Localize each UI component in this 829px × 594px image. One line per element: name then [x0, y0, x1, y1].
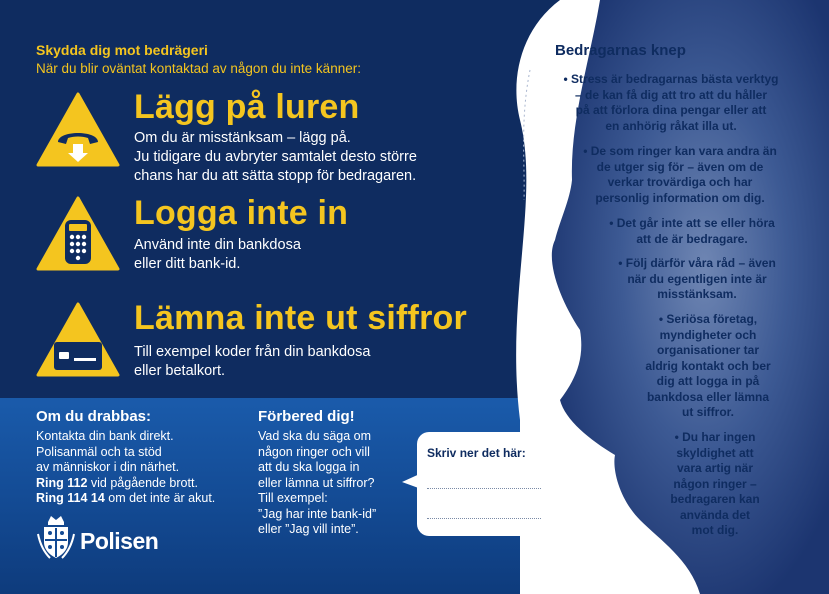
tips-title: Bedragarnas knep	[555, 42, 686, 59]
tip-line: • Följ därför våra råd – även	[618, 256, 776, 270]
header-title: Skydda dig mot bedrägeri	[36, 42, 208, 58]
tip-line: använda det	[679, 507, 751, 522]
tip-line: • Du har ingen	[674, 430, 756, 444]
tip-line: misstänksam.	[657, 287, 737, 301]
tip-line: skyldighet att	[676, 445, 754, 460]
ring-11414-text: om det inte är akut.	[104, 491, 216, 505]
write-down-label: Skriv ner det här:	[427, 446, 526, 460]
prepare-heading: Förbered dig!	[258, 408, 355, 425]
tip-line: någon ringer –	[673, 476, 757, 491]
tip-item	[548, 72, 794, 134]
prepare-line: Vad ska du säga om	[258, 429, 372, 443]
tip-line: aldrig kontakt och ber	[645, 358, 771, 373]
tip-line: mot dig.	[691, 523, 739, 537]
tip-item	[650, 430, 780, 539]
prepare-line: Till exempel:	[258, 491, 328, 505]
tip-line: bankdosa eller lämna	[646, 389, 770, 404]
tip-line: • Det går inte att se eller höra	[609, 216, 775, 230]
section-line: Ju tidigare du avbryter samtalet desto större	[134, 149, 417, 165]
tip-item	[618, 312, 798, 421]
tip-line: organisationer tar	[656, 343, 760, 357]
ring-11414-line	[36, 491, 215, 507]
ring-112-line	[36, 476, 215, 492]
prepare-line: någon ringer och vill	[258, 444, 370, 459]
tip-line: personlig information om dig.	[595, 190, 765, 205]
tip-line: en anhörig råkat illa ut.	[605, 118, 737, 133]
section-line: Använd inte din bankdosa	[134, 237, 301, 253]
prepare-line: att du ska logga in	[258, 460, 360, 474]
tip-line: – de kan få dig att tro att du håller	[574, 87, 768, 102]
ring-112-number: Ring 112	[36, 475, 88, 490]
section-line: eller betalkort.	[134, 363, 226, 379]
police-logo-text: Polisen	[80, 528, 159, 554]
tip-line: • Stress är bedragarnas bästa verktyg	[563, 72, 779, 86]
affected-line: av människor i din närhet.	[36, 460, 180, 474]
tip-line: när du egentligen inte är	[627, 271, 767, 286]
tip-line: de utger sig för – även om de	[596, 159, 764, 174]
tip-line: dig att logga in på	[656, 374, 760, 388]
section-title-hangup: Lägg på luren	[134, 88, 360, 126]
section-body-hangup	[134, 129, 417, 186]
tip-line: på att förlora dina pengar eller att	[575, 103, 767, 117]
tip-line: • De som ringer kan vara andra än	[583, 144, 777, 158]
bank-token-icon	[36, 196, 120, 272]
bank-card-icon	[36, 302, 120, 378]
section-title-digits: Lämna inte ut siffror	[134, 299, 467, 337]
write-down-box[interactable]	[417, 432, 551, 536]
police-crest-icon	[36, 514, 76, 560]
tip-line: ut siffror.	[681, 405, 734, 419]
tip-item	[566, 144, 794, 206]
section-line: Till exempel koder från din bankdosa	[134, 344, 371, 360]
prepare-line: ”Jag har inte bank-id”	[258, 506, 377, 521]
write-line[interactable]	[427, 488, 541, 489]
ring-11414-number: Ring 114 14	[36, 491, 105, 505]
prepare-body	[258, 429, 376, 538]
affected-heading: Om du drabbas:	[36, 408, 152, 425]
section-line: Om du är misstänksam – lägg på.	[134, 130, 351, 146]
section-line: eller ditt bank-id.	[134, 256, 241, 272]
tip-item	[600, 256, 794, 303]
phone-hangup-icon	[36, 92, 120, 168]
section-body-digits	[134, 343, 370, 381]
write-line[interactable]	[427, 518, 541, 519]
affected-line: Kontakta din bank direkt.	[36, 429, 174, 443]
affected-line: Polisanmäl och ta stöd	[36, 444, 162, 459]
tip-line: myndigheter och	[659, 327, 757, 342]
tip-line: bedragaren kan	[670, 492, 760, 506]
section-title-login: Logga inte in	[134, 194, 349, 232]
ring-112-text: vid pågående brott.	[87, 475, 198, 490]
section-line: chans har du att sätta stopp för bedragaren.	[134, 168, 417, 184]
tip-line: att de är bedragare.	[636, 231, 748, 246]
header-subtitle: När du blir oväntat kontaktad av någon du inte känner:	[36, 61, 361, 76]
tip-item	[590, 216, 794, 247]
prepare-line: eller ”Jag vill inte”.	[258, 522, 359, 536]
tip-line: verkar trovärdiga och har	[607, 175, 753, 189]
section-body-login	[134, 236, 301, 274]
affected-body	[36, 429, 215, 507]
prepare-line: eller lämna ut siffror?	[258, 475, 375, 490]
tip-line: • Seriösa företag,	[658, 312, 758, 326]
tip-line: vara artig när	[676, 461, 754, 475]
